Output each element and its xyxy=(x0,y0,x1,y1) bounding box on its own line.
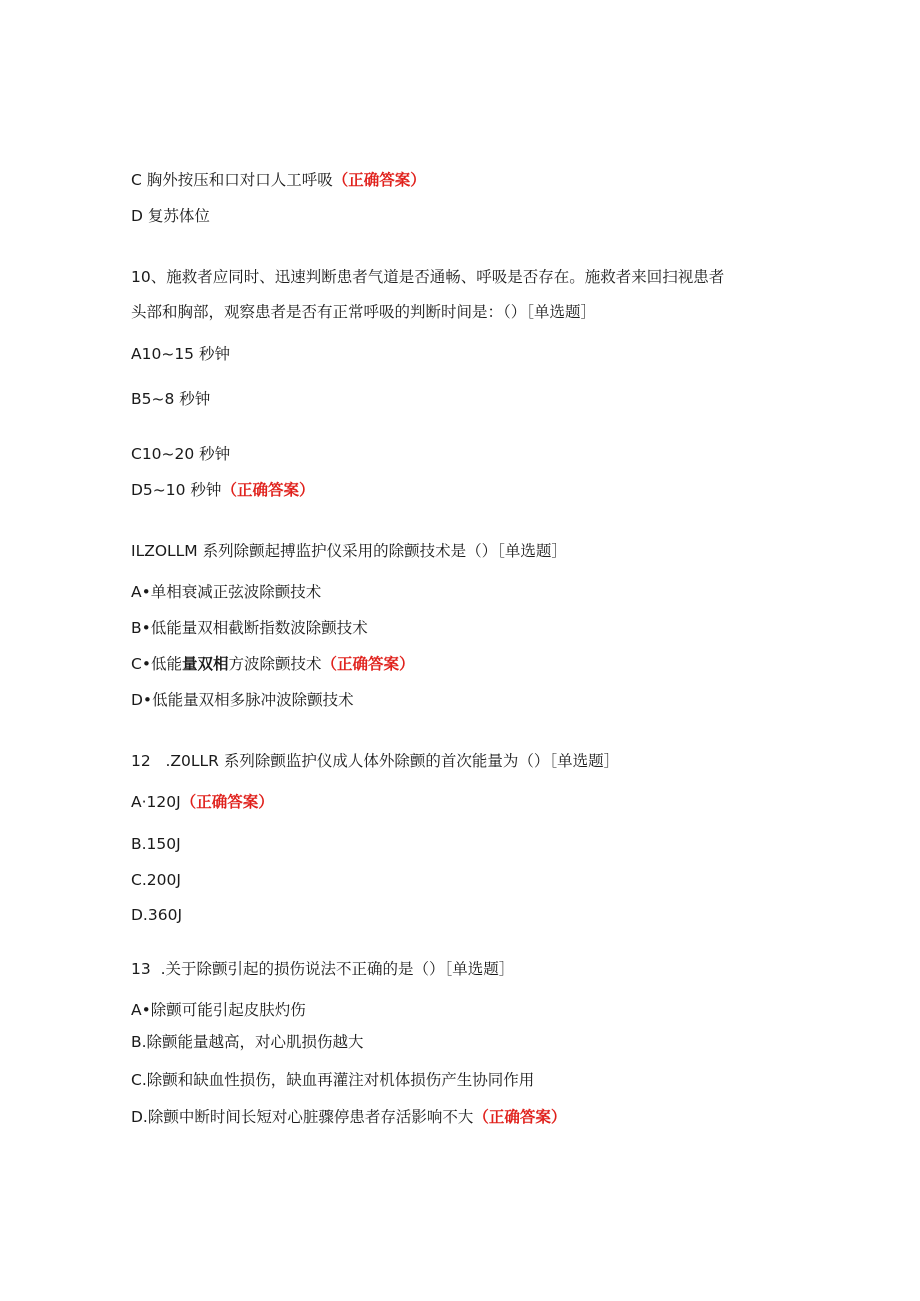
option-text: B•低能量双相截断指数波除颤技术 xyxy=(131,619,368,637)
q10-option-b xyxy=(131,388,210,410)
q12-question xyxy=(131,750,619,772)
option-text: B5~8 秒钟 xyxy=(131,390,211,408)
option-text: A•除颤可能引起皮肤灼伤 xyxy=(131,1001,306,1019)
q11-option-b xyxy=(131,617,368,639)
option-text: D.除颤中断时间长短对心脏骤停患者存活影响不大 xyxy=(131,1108,474,1126)
correct-answer-mark: （正确答案） xyxy=(321,655,415,673)
option-text: C.200J xyxy=(131,871,181,889)
q9-option-d xyxy=(131,205,210,227)
option-text: D.360J xyxy=(131,906,183,924)
option-text: A10~15 秒钟 xyxy=(131,345,230,363)
q13-option-a xyxy=(131,999,306,1021)
correct-answer-mark: （正确答案） xyxy=(332,171,426,189)
q10-option-c xyxy=(131,443,230,465)
question-text: 13 .关于除颤引起的损伤说法不正确的是（）［单选题］ xyxy=(131,960,515,978)
q11-question xyxy=(131,540,567,562)
option-text: C10~20 秒钟 xyxy=(131,445,231,463)
q13-option-c xyxy=(131,1069,534,1091)
option-text: D•低能量双相多脉冲波除颤技术 xyxy=(131,691,354,709)
correct-answer-mark: （正确答案） xyxy=(221,481,315,499)
option-text: A•单相衰减正弦波除颤技术 xyxy=(131,583,322,601)
question-text: 头部和胸部，观察患者是否有正常呼吸的判断时间是：（）［单选题］ xyxy=(131,303,597,321)
option-text: 方波除颤技术 xyxy=(228,655,322,673)
q10-option-d xyxy=(131,479,314,501)
option-text: D 复苏体位 xyxy=(131,207,210,225)
q10-option-a xyxy=(131,343,230,365)
q11-option-c xyxy=(131,653,415,675)
option-text-bold: 量双相 xyxy=(181,655,229,673)
option-text: C.除颤和缺血性损伤，缺血再灌注对机体损伤产生协同作用 xyxy=(131,1071,535,1089)
question-text: ILZOLLM 系列除颤起搏监护仪采用的除颤技术是（）［单选题］ xyxy=(131,542,567,560)
q10-question-line-2 xyxy=(131,301,596,323)
option-text: B.150J xyxy=(131,835,181,853)
q12-option-a xyxy=(131,791,274,813)
q10-question-line-1 xyxy=(131,266,724,288)
option-text: A·120J xyxy=(131,793,181,811)
option-text: C 胸外按压和口对口人工呼吸 xyxy=(131,171,333,189)
question-text: 10、施救者应同时、迅速判断患者气道是否通畅、呼吸是否存在。施救者来回扫视患者 xyxy=(131,268,725,286)
q13-question xyxy=(131,958,514,980)
q12-option-c xyxy=(131,869,181,891)
q13-option-b xyxy=(131,1031,364,1053)
q13-option-d xyxy=(131,1106,566,1128)
q9-option-c xyxy=(131,169,426,191)
correct-answer-mark: （正确答案） xyxy=(180,793,274,811)
q12-option-b xyxy=(131,833,181,855)
q11-option-d xyxy=(131,689,354,711)
question-text: 12 .Z0LLR 系列除颤监护仪成人体外除颤的首次能量为（）［单选题］ xyxy=(131,752,620,770)
q11-option-a xyxy=(131,581,321,603)
option-text: D5~10 秒钟 xyxy=(131,481,222,499)
q12-option-d xyxy=(131,904,182,926)
option-text: C•低能 xyxy=(131,655,182,673)
option-text: B.除颤能量越高，对心肌损伤越大 xyxy=(131,1033,364,1051)
correct-answer-mark: （正确答案） xyxy=(473,1108,567,1126)
